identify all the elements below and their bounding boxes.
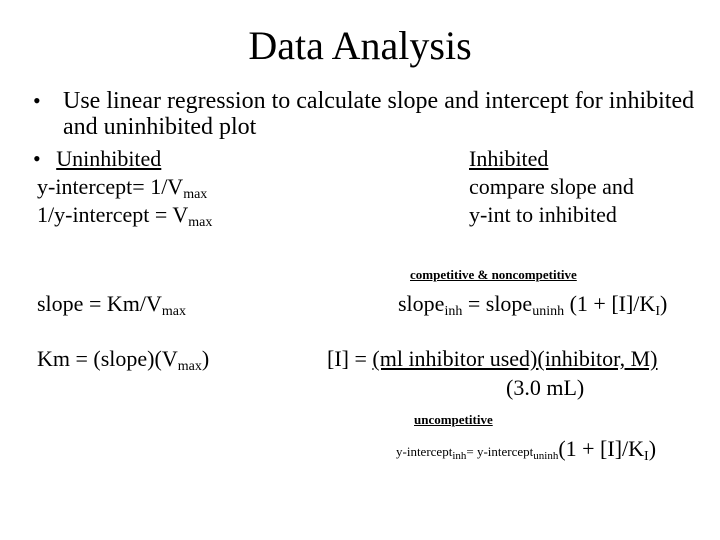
inhibited-line2: y-int to inhibited (469, 202, 617, 227)
vmax-sub: max (183, 187, 208, 202)
uninhibited-line1 (37, 173, 207, 201)
eq-part: = y-intercept (466, 444, 534, 459)
yint-inhibited-equation (396, 436, 656, 462)
inhibited-heading: Inhibited (469, 146, 549, 171)
uninhibited-line2-text: 1/y-intercept = V (37, 202, 189, 227)
slope-equation (37, 290, 186, 318)
eq-part: = slope (462, 291, 533, 316)
slope-equation-text: slope = Km/V (37, 291, 162, 316)
uninhibited-heading-row (33, 145, 161, 173)
bullet-icon: • (33, 88, 41, 113)
vmax-sub: max (188, 215, 213, 230)
eq-sub: inh (452, 450, 467, 462)
uninhibited-line1-text: y-intercept= 1/V (37, 174, 184, 199)
eq-part: (1 + [I]/K (564, 291, 656, 316)
eq-part: slope (398, 291, 445, 316)
eq-sub: max (177, 359, 202, 374)
slope-inhibited-equation (398, 290, 667, 318)
eq-part: Km = (slope)(V (37, 346, 178, 371)
inhibitor-equation (327, 345, 657, 373)
vmax-sub: max (161, 304, 186, 319)
eq-part: y-intercept (396, 444, 453, 459)
km-equation (37, 345, 209, 373)
eq-part: ) (659, 291, 668, 316)
eq-part: ) (201, 346, 210, 371)
bullet-regression-text: Use linear regression to calculate slope and intercept for inhibited and uninhibited plot (63, 88, 695, 140)
inhibitor-denominator: (3.0 mL) (506, 375, 585, 400)
eq-part: (1 + [I]/K (558, 436, 645, 461)
uninhibited-line2 (37, 201, 212, 229)
eq-sub: I (644, 449, 649, 464)
eq-sub: I (655, 304, 660, 319)
page-title: Data Analysis (248, 23, 472, 68)
eq-sub: uninh (532, 304, 565, 319)
competitive-label: competitive & noncompetitive (410, 267, 577, 282)
eq-part: [I] = (327, 346, 373, 371)
eq-sub: inh (444, 304, 463, 319)
uncompetitive-label: uncompetitive (414, 412, 493, 427)
bullet-icon: • (33, 146, 41, 171)
eq-part: ) (648, 436, 657, 461)
bullet-regression (33, 88, 713, 140)
uninhibited-heading: Uninhibited (56, 146, 162, 171)
eq-sub: uninh (533, 450, 559, 462)
inhibited-line1: compare slope and (469, 174, 634, 199)
inhibitor-numerator: (ml inhibitor used)(inhibitor, M) (372, 346, 658, 371)
